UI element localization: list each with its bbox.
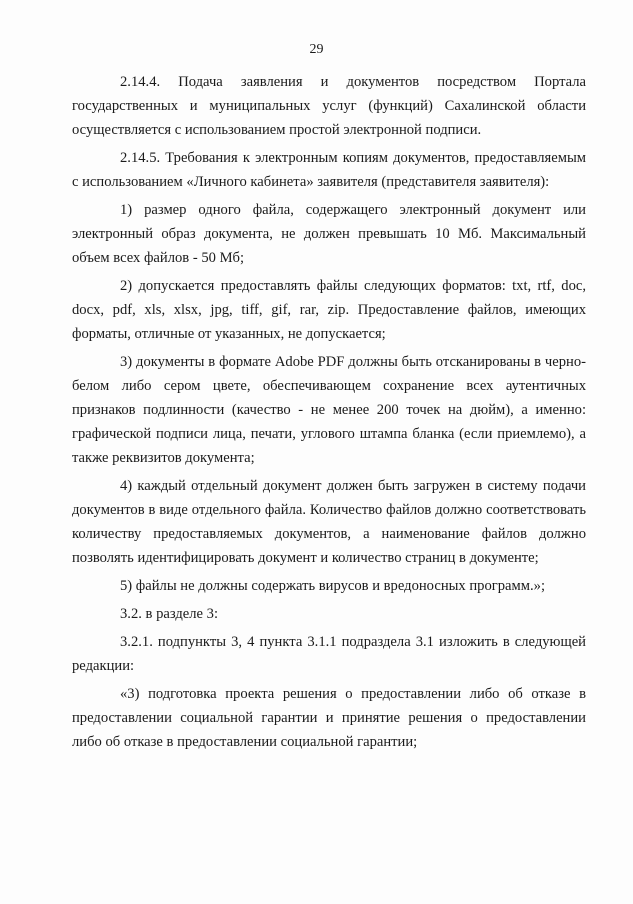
list-item-3: 3) документы в формате Adobe PDF должны быть отсканированы в черно-белом либо сером цвете, обеспечивающем сохранение всех аутентичных признаков подлинности (качество - не менее 200 точек на дюйм), а именно: графической подписи лица, печати, углового штампа бланка (если приемлемо), а также реквизитов документа; bbox=[72, 354, 586, 466]
document-body bbox=[72, 70, 586, 754]
paragraph-3-2-1: 3.2.1. подпункты 3, 4 пункта 3.1.1 подраздела 3.1 изложить в следующей редакции: bbox=[72, 634, 586, 674]
page-number: 29 bbox=[309, 42, 324, 57]
paragraph-2-14-5: 2.14.5. Требования к электронным копиям документов, предоставляемым с использованием «Личного кабинета» заявителя (представителя заявителя): bbox=[72, 150, 586, 190]
list-item-5: 5) файлы не должны содержать вирусов и вредоносных программ.»; bbox=[120, 578, 546, 594]
list-item-4: 4) каждый отдельный документ должен быть загружен в систему подачи документов в виде отдельного файла. Количество файлов должно соответствовать количеству предоставляемых документов, а наименование файлов должно позволять идентифицировать документ и количество страниц в документе; bbox=[72, 478, 586, 566]
paragraph-2-14-4: 2.14.4. Подача заявления и документов посредством Портала государственных и муниципальных услуг (функций) Сахалинской области осуществляется с использованием простой электронной подписи. bbox=[72, 74, 586, 138]
list-item-2: 2) допускается предоставлять файлы следующих форматов: txt, rtf, doc, docx, pdf, xls, xlsx, jpg, tiff, gif, rar, zip. Предоставление файлов, имеющих форматы, отличные от указанных, не допускается; bbox=[72, 278, 586, 342]
list-item-1: 1) размер одного файла, содержащего электронный документ или электронный образ документа, не должен превышать 10 Мб. Максимальный объем всех файлов - 50 Мб; bbox=[72, 202, 586, 266]
paragraph-3-2: 3.2. в разделе 3: bbox=[120, 606, 219, 622]
quoted-item-3: «3) подготовка проекта решения о предоставлении либо об отказе в предоставлении социальной гарантии и принятие решения о предоставлении либо об отказе в предоставлении социальной гарантии; bbox=[72, 686, 586, 750]
